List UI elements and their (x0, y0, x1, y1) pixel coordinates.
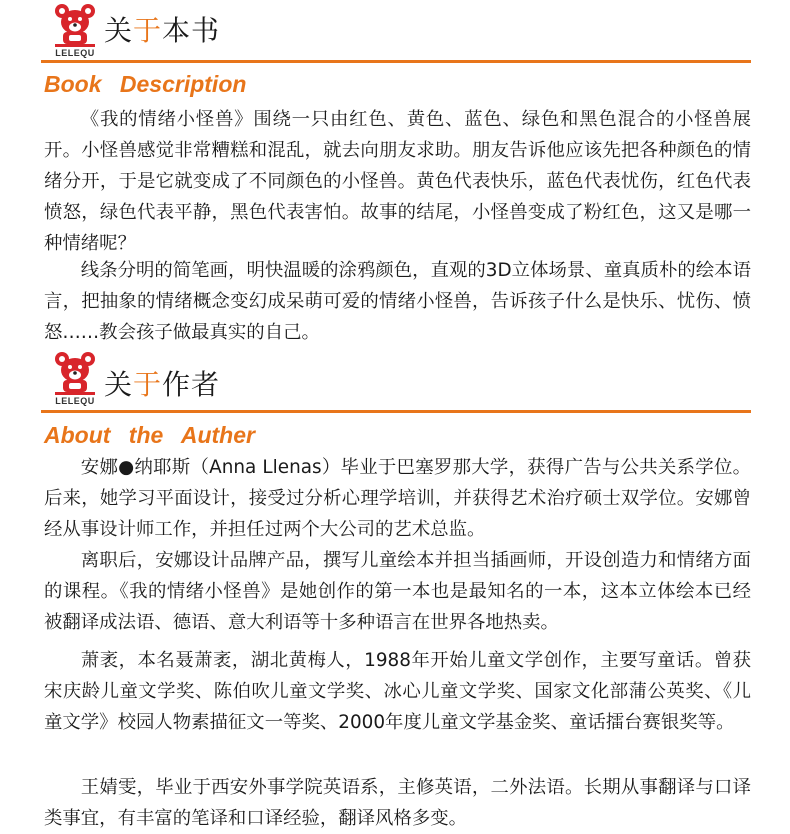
author-subheading: About the Auther (44, 422, 255, 448)
author-heading (104, 368, 220, 402)
author-paragraph: 安娜●纳耶斯（Anna Llenas）毕业于巴塞罗那大学，获得广告与公共关系学位。后来，她学习平面设计，接受过分析心理学培训，并获得艺术治疗硕士双学位。安娜曾经从事设计师工作，并担任过两个大公司的艺术总监。 (44, 457, 751, 540)
book-paragraph: 线条分明的简笔画，明快温暖的涂鸦颜色，直观的3D立体场景、童真质朴的绘本语言，把抽象的情绪概念变幻成呆萌可爱的情绪小怪兽，告诉孩子什么是快乐、忧伤、愤怒……教会孩子做最真实的自己。 (44, 260, 751, 343)
author-heading-part3: 作者 (162, 368, 221, 401)
author-header (0, 348, 790, 418)
bear-icon (49, 350, 101, 398)
logo-text: LELEQU (55, 48, 95, 58)
book-heading-rule (41, 60, 751, 63)
author-section (0, 348, 790, 829)
lelequ-logo (49, 2, 101, 58)
lelequ-logo (49, 350, 101, 406)
book-paragraph: 《我的情绪小怪兽》围绕一只由红色、黄色、蓝色、绿色和黑色混合的小怪兽展开。小怪兽感觉非常糟糕和混乱，就去向朋友求助。朋友告诉他应该先把各种颜色的情绪分开，于是它就变成了不同颜色的小怪兽。黄色代表快乐，蓝色代表忧伤，红色代表愤怒，绿色代表平静，黑色代表害怕。故事的结尾，小怪兽变成了粉红色，这又是哪一种情绪呢？ (44, 109, 751, 254)
book-heading-part2: 于 (133, 14, 163, 47)
author-paragraph: 王婧雯，毕业于西安外事学院英语系，主修英语，二外法语。长期从事翻译与口译类事宜，有丰富的笔译和口译经验，翻译风格多变。 (44, 777, 751, 829)
book-subheading: Book Description (44, 71, 247, 97)
author-paragraph: 离职后，安娜设计品牌产品，撰写儿童绘本并担当插画师，开设创造力和情绪方面的课程。《我的情绪小怪兽》是她创作的第一本也是最知名的一本，这本立体绘本已经被翻译成法语、德语、意大利语等十多种语言在世界各地热卖。 (44, 550, 751, 633)
book-heading (104, 14, 220, 48)
author-heading-part2: 于 (133, 368, 163, 401)
logo-text: LELEQU (55, 396, 95, 406)
bear-icon (49, 2, 101, 50)
author-heading-rule (41, 410, 751, 413)
author-paragraph: 萧袤，本名聂萧袤，湖北黄梅人，1988年开始儿童文学创作，主要写童话。曾获宋庆龄儿童文学奖、陈伯吹儿童文学奖、冰心儿童文学奖、国家文化部蒲公英奖、《儿童文学》校园人物素描征文一等奖、2000年度儿童文学基金奖、童话擂台赛银奖等。 (44, 650, 751, 733)
book-header (0, 0, 790, 70)
book-section (0, 0, 790, 343)
book-heading-part1: 关 (104, 14, 134, 47)
book-heading-part3: 本书 (162, 14, 221, 47)
author-heading-part1: 关 (104, 368, 134, 401)
